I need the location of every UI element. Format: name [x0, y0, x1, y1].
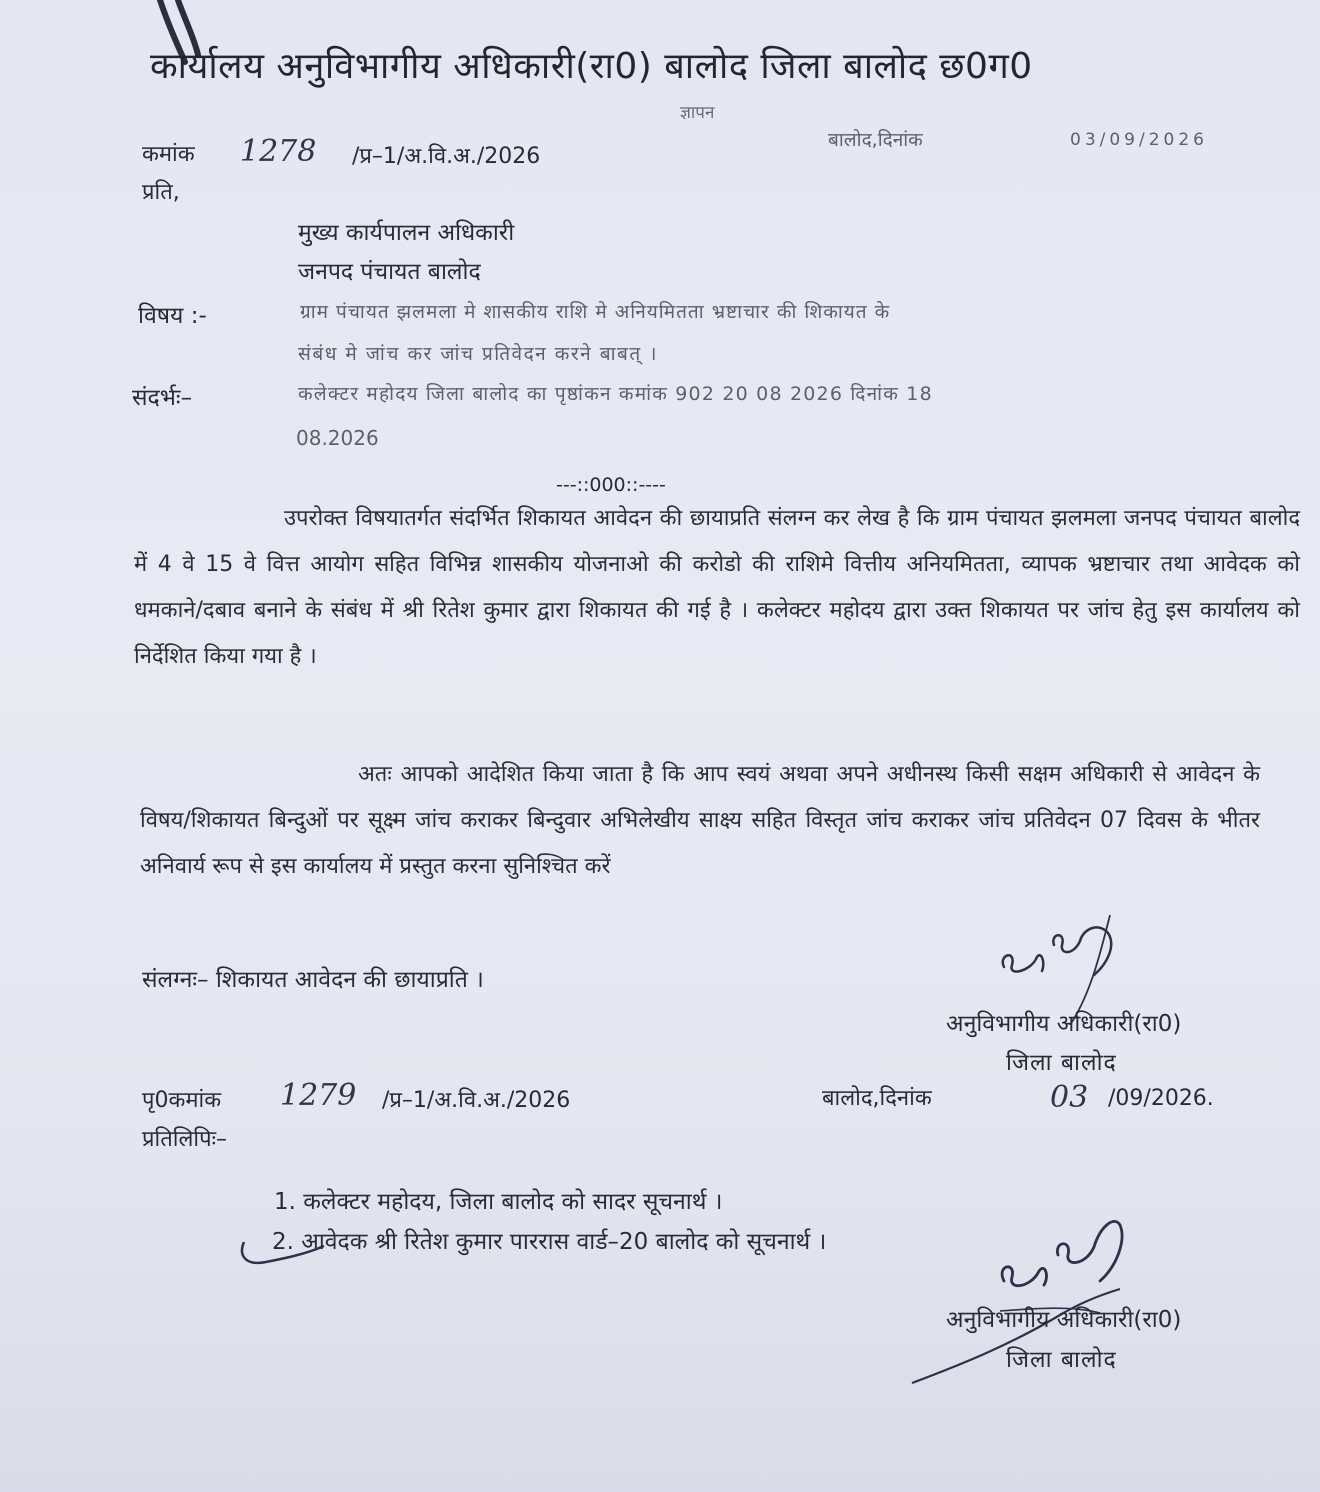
ref-number-label: कमांक — [142, 142, 195, 167]
body-paragraph-1 — [134, 496, 1300, 680]
body-paragraph-2 — [140, 752, 1260, 890]
body-paragraph-1-text: उपरोक्त विषयातर्गत संदर्भित शिकायत आवेदन की छायाप्रति संलग्न कर लेख है कि ग्राम पंचायत झलमला जनपद पंचायत बालोद में 4 वे 15 वे वित्त आयोग सहित विभिन्न शासकीय योजनाओ की करोडो की राशिमे वित्तीय अनियमितता, व्यापक भ्रष्टाचार तथा आवेदक को धमकाने/दबाव बनाने के संबंध में श्री रितेश कुमार द्वारा शिकायत की गई है । कलेक्टर महोदय द्वारा उक्त शिकायत पर जांच हेतु इस कार्यालय को निर्देशित किया गया है । — [134, 506, 1300, 669]
divider-mark: ---::000::---- — [556, 474, 666, 496]
endorsement-label: पृ0कमांक — [142, 1088, 222, 1113]
memo-label: ज्ञापन — [680, 103, 715, 123]
endorsement-number-handwritten: 1279 — [280, 1078, 357, 1113]
reference-line2: 08.2026 — [296, 426, 379, 450]
ref-number-handwritten: 1278 — [240, 134, 317, 169]
copy-item-1: 1. कलेक्टर महोदय, जिला बालोद को सादर सूचनार्थ । — [274, 1189, 723, 1215]
addressee-line2: जनपद पंचायत बालोद — [298, 259, 481, 285]
endorsement-number-rest: /प्र–1/अ.वि.अ./2026 — [382, 1088, 571, 1113]
subject-label: विषय :- — [138, 303, 207, 329]
endorsement-date-handwritten: 03 — [1050, 1080, 1089, 1115]
office-header: कार्यालय अनुविभागीय अधिकारी(रा0) बालोद जिला बालोद छ0ग0 — [150, 46, 1033, 87]
copy-item-2: 2. आवेदक श्री रितेश कुमार पाररास वार्ड–20 बालोद को सूचनार्थ । — [272, 1229, 827, 1255]
body-paragraph-2-text: अतः आपको आदेशित किया जाता है कि आप स्वयं अथवा अपने अधीनस्थ किसी सक्षम अधिकारी से आवेदन के विषय/शिकायत बिन्दुओं पर सूक्ष्म जांच कराकर बिन्दुवार अभिलेखीय साक्ष्य सहित विस्तृत जांच कराकर जांच प्रतिवेदन 07 दिवस के भीतर अनिवार्य रूप से इस कार्यालय में प्रस्तुत करना सुनिश्चित करें — [140, 762, 1260, 879]
reference-line1: कलेक्टर महोदय जिला बालोद का पृष्ठांकन कमांक 902 20 08 2026 दिनांक 18 — [298, 383, 933, 405]
subject-line1: ग्राम पंचायत झलमला मे शासकीय राशि मे अनियमितता भ्रष्टाचार की शिकायत के — [300, 301, 891, 323]
to-label: प्रति, — [142, 180, 180, 205]
endorsement-place-date-label: बालोद,दिनांक — [822, 1086, 932, 1111]
signatory-designation-2: अनुविभागीय अधिकारी(रा0) — [946, 1307, 1182, 1333]
signatory-place-2: जिला बालोद — [1006, 1347, 1117, 1373]
endorsement-date-rest: /09/2026. — [1108, 1086, 1214, 1111]
copy-to-label: प्रतिलिपिः– — [142, 1127, 228, 1152]
signatory-place-1: जिला बालोद — [1006, 1050, 1117, 1076]
subject-line2: संबंध मे जांच कर जांच प्रतिवेदन करने बाबत् । — [298, 343, 658, 365]
ref-number-rest: /प्र–1/अ.वि.अ./2026 — [352, 144, 541, 169]
ref-date: 03/09/2026 — [1070, 130, 1208, 150]
signatory-designation-1: अनुविभागीय अधिकारी(रा0) — [946, 1011, 1182, 1037]
reference-label: संदर्भः– — [132, 385, 193, 411]
enclosure-note: संलग्नः– शिकायत आवेदन की छायाप्रति । — [142, 967, 484, 993]
addressee-line1: मुख्य कार्यपालन अधिकारी — [298, 220, 515, 246]
ref-place-date-label: बालोद,दिनांक — [828, 129, 923, 151]
copy-item-2-pen-stroke — [236, 1232, 326, 1272]
